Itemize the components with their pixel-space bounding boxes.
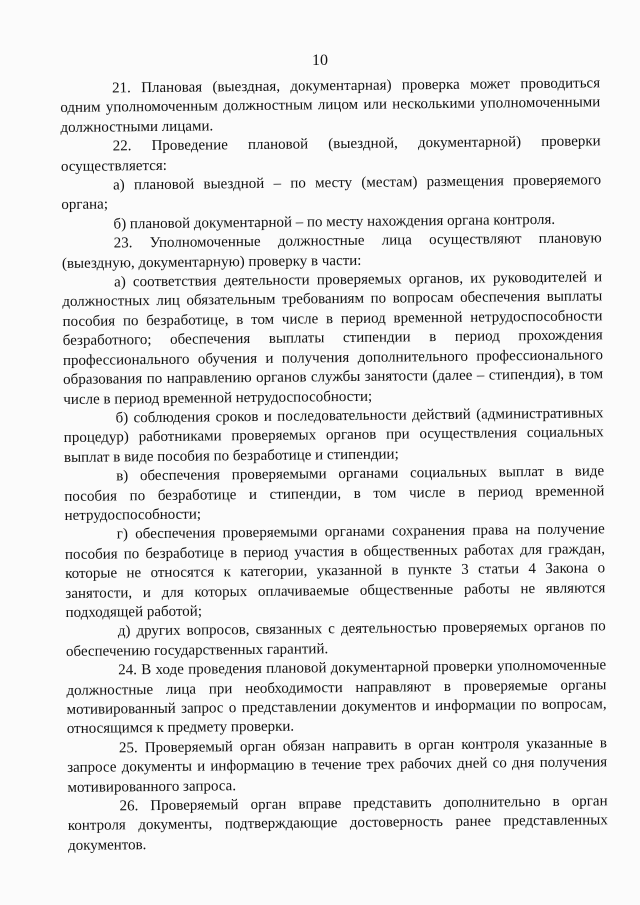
paragraph-23-g: г) обеспечения проверяемыми органами сохранения права на получение пособия по безработице в период участия в общественных работах для граждан, которые не относятся к категории, указанной в пункте 3 статьи 4 Закона о занятости, и для которых оплачиваемые общественные работы не являются подходящей работой;: [64, 521, 606, 621]
paragraph-26: 26. Проверяемый орган вправе представить дополнительно в орган контроля документы, подтверждающие достоверность ранее представленных документов.: [67, 793, 608, 854]
paragraph-22-a: а) плановой выездной – по месту (местам) размещения проверяемого органа;: [61, 172, 602, 214]
paragraph-21: 21. Плановая (выездная, документарная) проверка может проводиться одним уполномоченным должностным лицом или несколькими уполномоченными должностными лицами.: [60, 75, 601, 136]
paragraph-25: 25. Проверяемый орган обязан направить в орган контроля указанные в запросе документы и информацию в течение трех рабочих дней со дня получения мотивированного запроса.: [67, 735, 608, 796]
paragraph-23-b: б) соблюдения сроков и последовательности действий (административных процедур) работниками проверяемых органов при осуществления социальных выплат в виде пособия по безработице и стипендии;: [63, 405, 604, 466]
paragraph-23-v: в) обеспечения проверяемыми органами социальных выплат в виде пособия по безработице и стипендии, в том числе в период временной нетрудоспособности;: [64, 463, 605, 524]
paragraph-23-a: а) соответствия деятельности проверяемых органов, их руководителей и должностных лиц обязательным требованиям по вопросам обеспечения выплаты пособия по безработице, в том числе в период временной нетрудоспособности безработного; обеспечения выплаты стипендии в период прохождения профессионального обучения и получения дополнительного профессионального образования по направлению органов службы занятости (далее – стипендия), в том числе в период временной нетрудоспособности;: [62, 269, 604, 408]
paragraph-24: 24. В ходе проведения плановой документарной проверки уполномоченные должностные лица при необходимости направляют в проверяемые органы мотивированный запрос о представлении документов и информации по вопросам, относящимся к предмету проверки.: [66, 657, 607, 738]
paragraph-22-b: б) плановой документарной – по месту нахождения органа контроля.: [113, 211, 556, 233]
document-body: [60, 74, 608, 856]
paragraph-23: 23. Уполномоченные должностные лица осуществляют плановую (выездную, документарную) проверку в части:: [61, 230, 602, 272]
page-number: 10: [312, 52, 328, 69]
paragraph-23-d: д) других вопросов, связанных с деятельностью проверяемых органов по обеспечению государственных гарантий.: [65, 618, 606, 660]
paragraph-22: 22. Проведение плановой (выездной, документарной) проверки осуществляется:: [60, 133, 601, 175]
